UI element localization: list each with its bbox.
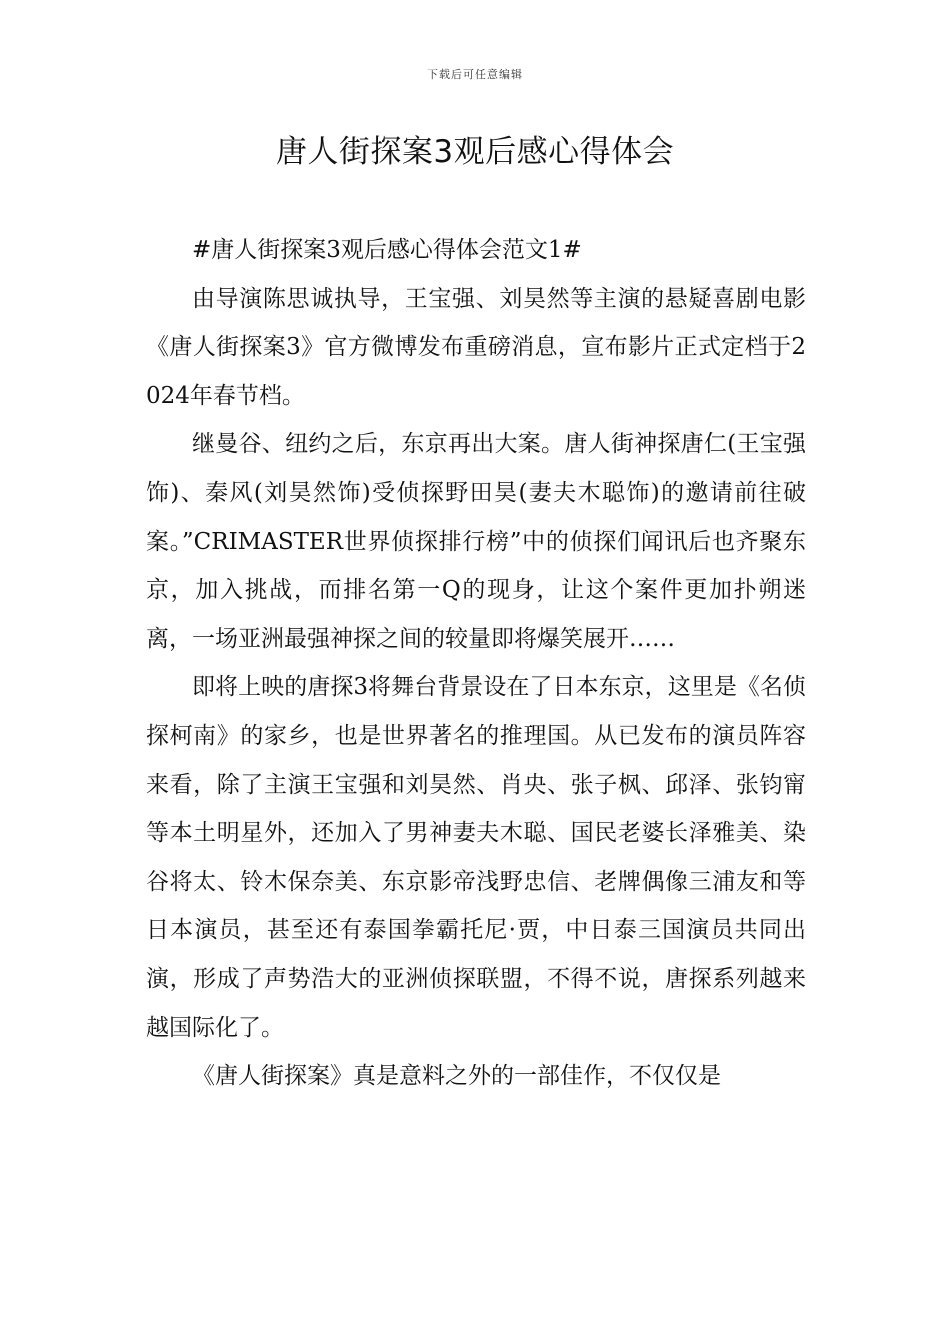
- paragraph: 《唐人街探案》真是意料之外的一部佳作，不仅仅是: [192, 1063, 721, 1090]
- document-body: [146, 226, 806, 1101]
- paragraph-heading: #唐人街探案3观后感心得体会范文1#: [192, 237, 582, 263]
- paragraph: 继曼谷、纽约之后，东京再出大案。唐人街神探唐仁(王宝强饰)、秦风(刘昊然饰)受侦探野田昊(妻夫木聪饰)的邀请前往破案。”CRIMASTER世界侦探排行榜”中的侦探们闻讯后也齐聚东京，加入挑战，而排名第一Q的现身，让这个案件更加扑朔迷离，一场亚洲最强神探之间的较量即将爆笑展开……: [146, 431, 806, 652]
- header-note: 下载后可任意编辑: [427, 68, 523, 81]
- paragraph: 由导演陈思诚执导，王宝强、刘昊然等主演的悬疑喜剧电影《唐人街探案3》官方微博发布重磅消息，宣布影片正式定档于2024年春节档。: [146, 285, 806, 409]
- paragraph: 即将上映的唐探3将舞台背景设在了日本东京，这里是《名侦探柯南》的家乡，也是世界著名的推理国。从已发布的演员阵容来看，除了主演王宝强和刘昊然、肖央、张子枫、邱泽、张钧甯等本土明星外，还加入了男神妻夫木聪、国民老婆长泽雅美、染谷将太、铃木保奈美、东京影帝浅野忠信、老牌偶像三浦友和等日本演员，甚至还有泰国拳霸托尼·贾，中日泰三国演员共同出演，形成了声势浩大的亚洲侦探联盟，不得不说，唐探系列越来越国际化了。: [146, 674, 806, 1041]
- document-title: 唐人街探案3观后感心得体会: [275, 134, 675, 170]
